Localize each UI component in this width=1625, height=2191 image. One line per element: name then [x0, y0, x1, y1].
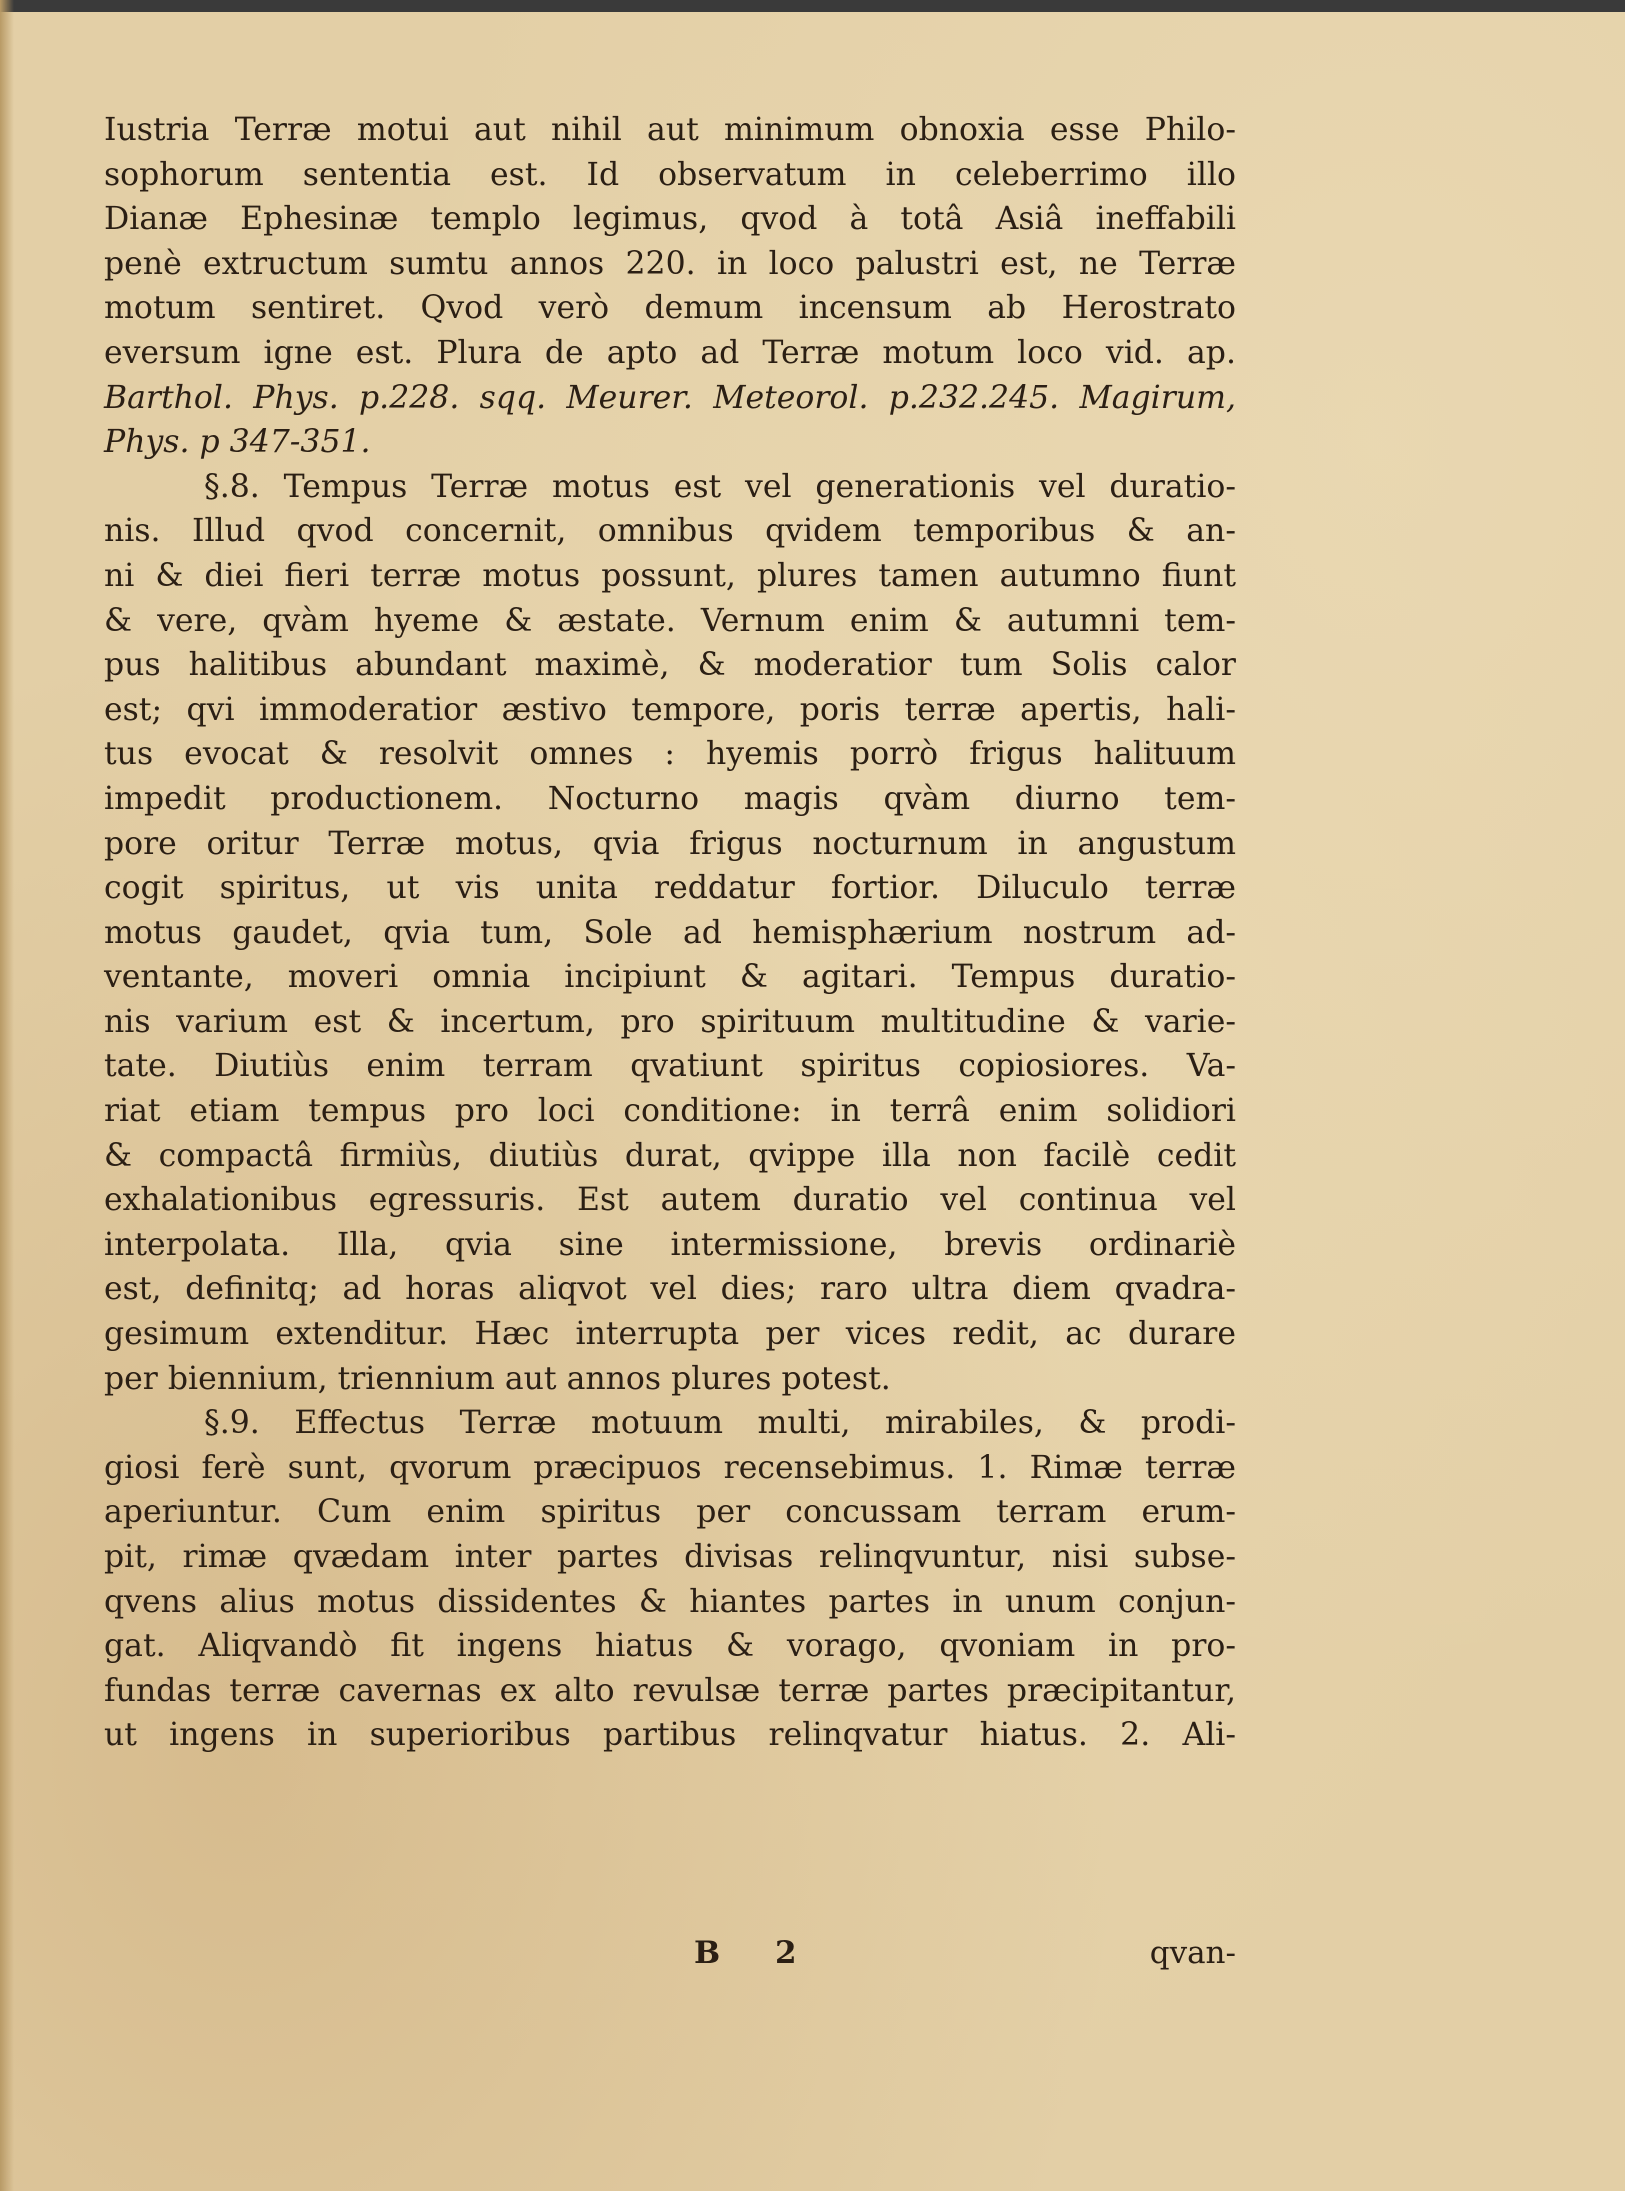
signature-mark: B 2 — [694, 1935, 819, 1971]
text-line: aperiuntur. Cum enim spiritus per concussam terram erum- — [104, 1494, 1236, 1531]
text-line: motus gaudet, qvia tum, Sole ad hemisphærium nostrum ad- — [104, 914, 1236, 951]
catchword: qvan- — [1149, 1935, 1236, 1971]
page-footer — [104, 1935, 1236, 1979]
section-8-heading-line: §.8. Tempus Terræ motus est vel generationis vel duratio- — [204, 468, 1236, 505]
text-line: gesimum extenditur. Hæc interrupta per vices redit, ac durare — [104, 1316, 1236, 1353]
text-line: nis varium est & incertum, pro spirituum multitudine & varie- — [104, 1003, 1236, 1040]
text-line: Phys. p 347-351. — [104, 424, 371, 461]
text-line: eversum igne est. Plura de apto ad Terræ motum loco vid. ap. — [104, 334, 1236, 371]
text-line: penè extructum sumtu annos 220. in loco palustri est, ne Terræ — [104, 245, 1236, 282]
text-line: per biennium, triennium aut annos plures potest. — [104, 1360, 891, 1397]
text-line: fundas terræ cavernas ex alto revulsæ terræ partes præcipitantur, — [104, 1672, 1236, 1709]
text-line: sophorum sententia est. Id observatum in celeberrimo illo — [104, 156, 1236, 193]
text-line: tate. Diutiùs enim terram qvatiunt spiritus copiosiores. Va- — [104, 1048, 1236, 1085]
text-line: pit, rimæ qvædam inter partes divisas relinqvuntur, nisi subse- — [104, 1539, 1236, 1575]
page-left-edge — [0, 0, 14, 2191]
text-line: ut ingens in superioribus partibus relinqvatur hiatus. 2. Ali- — [104, 1717, 1236, 1754]
text-line: motum sentiret. Qvod verò demum incensum ab Herostrato — [104, 290, 1236, 327]
text-line: & compactâ firmiùs, diutiùs durat, qvippe illa non facilè cedit — [104, 1137, 1236, 1174]
text-line: cogit spiritus, ut vis unita reddatur fortior. Diluculo terræ — [104, 870, 1236, 907]
text-line: & vere, qvàm hyeme & æstate. Vernum enim & autumni tem- — [104, 602, 1236, 639]
text-line: Dianæ Ephesinæ templo legimus, qvod à totâ Asiâ ineffabili — [104, 201, 1236, 238]
text-line: Barthol. Phys. p.228. sqq. Meurer. Meteorol. p.232.245. Magirum, — [104, 379, 1236, 416]
text-line: Iustria Terræ motui aut nihil aut minimum obnoxia esse Philo- — [104, 112, 1236, 148]
text-line: exhalationibus egressuris. Est autem duratio vel continua vel — [104, 1182, 1236, 1219]
body-text — [104, 108, 1236, 1758]
text-line: tus evocat & resolvit omnes : hyemis porrò frigus halituum — [104, 736, 1236, 773]
text-line: riat etiam tempus pro loci conditione: in terrâ enim solidiori — [104, 1093, 1236, 1130]
text-line: interpolata. Illa, qvia sine intermissione, brevis ordinariè — [104, 1226, 1236, 1263]
text-line: pus halitibus abundant maximè, & moderatior tum Solis calor — [104, 647, 1236, 684]
text-line: gat. Aliqvandò fit ingens hiatus & vorago, qvoniam in pro- — [104, 1628, 1236, 1665]
page-top-edge — [0, 0, 1625, 12]
text-line: ni & diei fieri terræ motus possunt, plures tamen autumno fiunt — [104, 557, 1236, 594]
text-line: impedit productionem. Nocturno magis qvàm diurno tem- — [104, 780, 1236, 817]
text-line: est, definitq; ad horas aliqvot vel dies; raro ultra diem qvadra- — [104, 1271, 1236, 1308]
text-line: pore oritur Terræ motus, qvia frigus nocturnum in angustum — [104, 825, 1236, 862]
text-line: qvens alius motus dissidentes & hiantes partes in unum conjun- — [104, 1583, 1236, 1620]
text-line: nis. Illud qvod concernit, omnibus qvidem temporibus & an- — [104, 513, 1236, 550]
text-line: ventante, moveri omnia incipiunt & agitari. Tempus duratio- — [104, 959, 1236, 996]
text-line: est; qvi immoderatior æstivo tempore, poris terræ apertis, hali- — [104, 691, 1236, 728]
text-line: giosi ferè sunt, qvorum præcipuos recensebimus. 1. Rimæ terræ — [104, 1449, 1236, 1486]
section-9-heading-line: §.9. Effectus Terræ motuum multi, mirabiles, & prodi- — [204, 1405, 1236, 1442]
